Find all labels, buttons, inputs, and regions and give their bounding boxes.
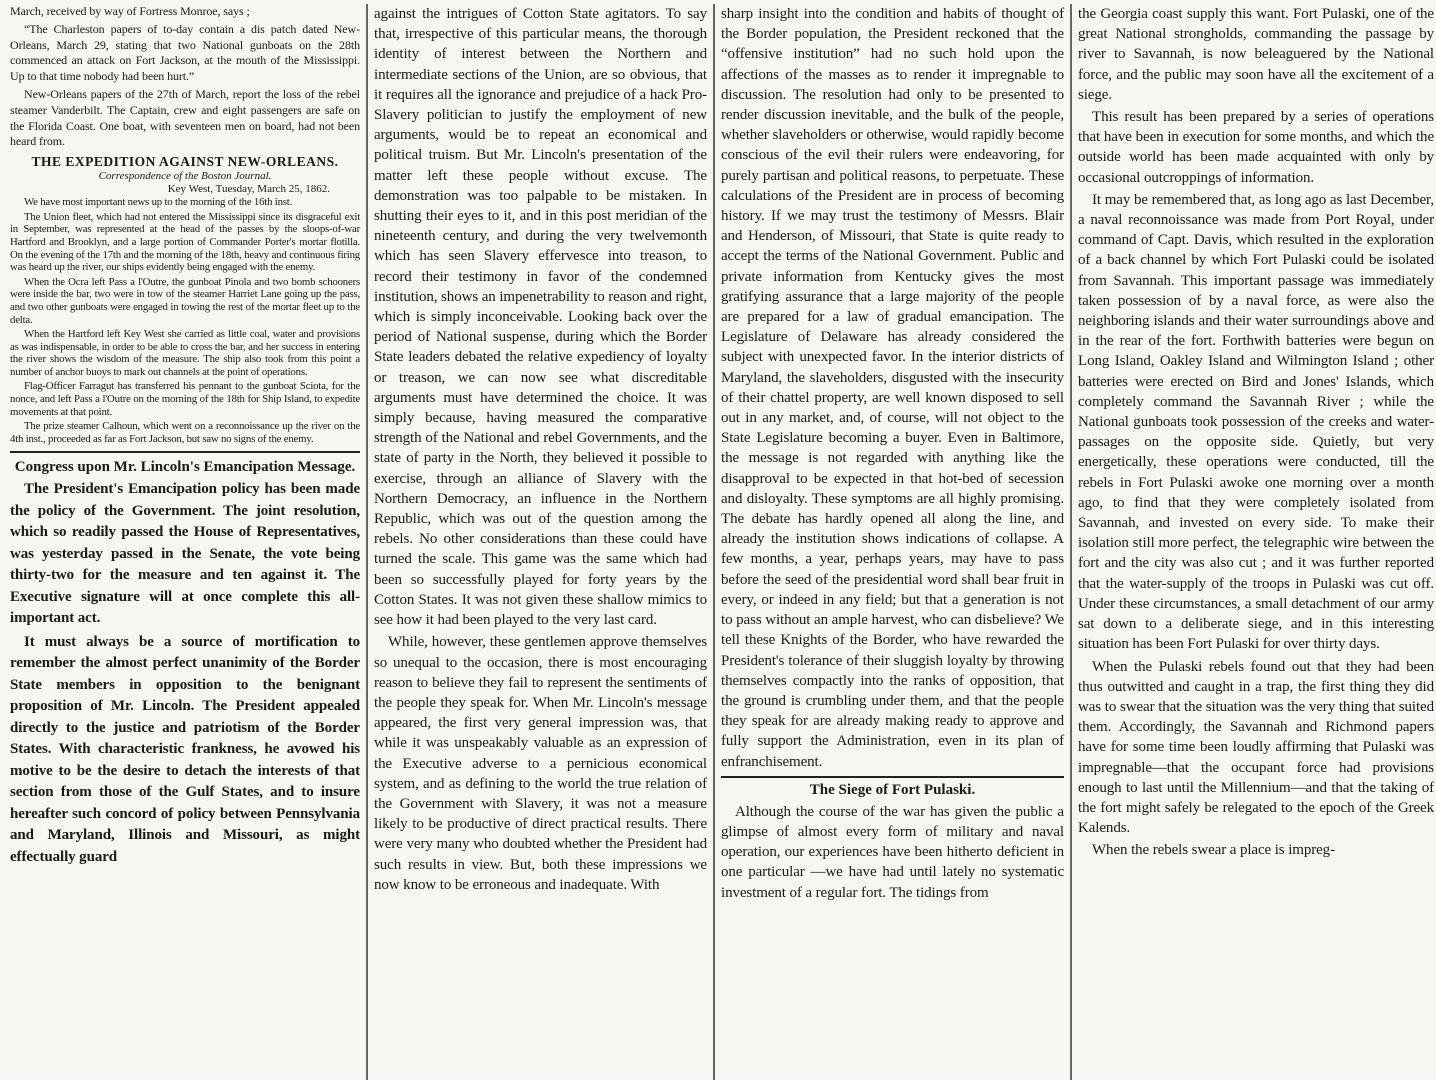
article-paragraph: against the intrigues of Cotton State agitators. To say that, irrespective of this particular means, the thorough identity of interest between the Northern and intermediate sections of the Union, are so obvious, that it requires all the ignorance and prejudice of a hack Pro-Slavery politician to justify the employment of new arguments, would be to repeat an economical and political truism. But Mr. Lincoln's presentation of the matter left these people without excuse. The demonstration was too palpable to be mistaken. In shutting their eyes to it, and in this post meridian of the nineteenth century, and during the very twelvemonth which has seen Slavery effervesce into treason, to record their testimony in favor of the condemned institution, shows an impenetrability to reason and right, which is simply inconceivable. Looking back over the period of National suspense, during which the Border State leaders debated the relative expediency of loyalty or treason, we can now see what discreditable arguments must have determined the choice. It was simply because, having measured the comparative strength of the National and rebel Governments, and the state of party in the North, they believed it possible to exercise, through an alliance of Slavery with the Northern Democracy, an influence in the Northern Republic, which was out of the question among the rebels. No other considerations than these could have turned the scale. This game was the same which had been so successfully played for forty years by the Cotton States. It was not given these shallow mimics to see how it had been played to the very last card.	[374, 6, 707, 629]
dateline: Key West, Tuesday, March 25, 1862.	[167, 183, 330, 196]
column-rule	[366, 4, 368, 1080]
congress-headline: Congress upon Mr. Lincoln's Emancipation Message.	[10, 451, 360, 477]
column-rule	[713, 4, 715, 1080]
congress-paragraph: It must always be a source of mortification to remember the almost perfect unanimity of the Border State members in opposition to the benignant proposition of Mr. Lincoln. The President appealed directly to the justice and patriotism of the Border States. With characteristic frankness, he avowed his motive to be the desire to detach the interests of that section from those of the Gulf States, and to insure hereafter such concord of policy between Pennsylvania and Maryland, Illinois and Missouri, as might effectually guard	[10, 633, 360, 865]
article-paragraph: sharp insight into the condition and habits of thought of the Border population, the President reckoned that the “offensive institution” had no such hold upon the affections of the masses as to render it impregnable to discussion. The resolution had only to be presented to render discussion inevitable, and the bulk of the people, whether slaveholders or otherwise, would rapidly become conscious of the evil their rulers were endeavoring, for purely partisan and political reasons, to perpetuate. These calculations of the President are in process of becoming history. If we may trust the testimony of Messrs. Blair and Henderson, of Missouri, that State is quite ready to accept the terms of the National Government. Public and private information from Kentucky gives the most gratifying assurance that a large majority of the people are prepared for a law of gradual emancipation. The Legislature of Delaware has already considered the subject with unexpected favor. In the interior districts of Maryland, the slaveholders, disgusted with the insecurity of their chattel property, are well known disposed to sell out in any market, and, of course, will not object to the State Legislature becoming a buyer. Even in Baltimore, the message is not regarded with anything like the disapproval to be expected in that hot-bed of secession and disloyalty. These symptoms are all highly promising. The debate has hardly opened all along the line, and already the institution shows indications of collapse. A few months, a year, perhaps years, may have to pass before the seed of the presidential word shall bear fruit in every, or indeed in any field; but that a generation is not to pass without an ample harvest, who can disbelieve? We tell these Knights of the Border, who have rewarded the President's tolerance of their sluggish loyalty by throwing themselves compactly into the ranks of opposition, that the ground is crumbling under them, and that the people they speak for are already making ready to approve and fully support the Administration, even in its plan of enfranchisement.	[721, 6, 1064, 770]
expedition-headline: THE EXPEDITION AGAINST NEW-ORLEANS.	[31, 154, 339, 170]
siege-paragraph: When the Pulaski rebels found out that they had been thus outwitted and caught in a trap, the first thing they did was to swear that the situation was the very thing that suited them. Accordingly, the Savannah and Richmond papers have for some time been loudly affirming that Pulaski was impregnable—that the occupant force had provisions enough to last until the Millennium—and that the taking of the fort might safely be relegated to the epoch of the Greek Kalends.	[1078, 658, 1434, 837]
charleston-quote: “The Charleston papers of to-day contain a dis patch dated New-Orleans, March 29, stating that two National gunboats on the 28th commenced an attack on Fort Jackson, at the mouth of the Mississippi. Up to that time nobody had been hurt.”	[10, 21, 360, 84]
column-1	[4, 4, 366, 1080]
expedition-paragraph: When the Hartford left Key West she carried as little coal, water and provisions as was indispensable, in order to be able to cross the bar, and her success in entering the river shows the wisdom of the measure. The ship also took from this point a number of anchor buoys to mark out channels at the point of operations.	[10, 328, 360, 378]
column-3	[715, 4, 1070, 1080]
expedition-paragraph: We have most important news up to the morning of the 16th inst.	[24, 196, 293, 209]
siege-paragraph: When the rebels swear a place is impreg-	[1092, 842, 1335, 859]
vanderbilt-paragraph: New-Orleans papers of the 27th of March, report the loss of the rebel steamer Vanderbilt. The Captain, crew and eight passengers are safe on the Florida Coast. One boat, with seventeen men on board, had not been heard from.	[10, 86, 360, 149]
intro-line: March, received by way of Fortress Monroe, says ;	[10, 4, 250, 18]
column-4	[1072, 4, 1436, 1080]
column-2	[368, 4, 713, 1080]
siege-headline: The Siege of Fort Pulaski.	[721, 776, 1064, 800]
siege-paragraph: It may be remembered that, as long ago as last December, a naval reconnoissance was made from Port Royal, under command of Capt. Davis, which resulted in the exploration of a back channel by which Fort Pulaski could be isolated from Savannah. This important passage was immediately taken possession of by a naval force, as were also the neighboring islands and their water surroundings above and in the rear of the fort. Forthwith batteries were begun on Long Island, Oakley Island and Wilmington Island ; other batteries were erected on Bird and Jones' Islands, which completely command the Savannah River ; while the National gunboats took possession of the creeks and water-passages on the opposite side. Quietly, but very energetically, these operations were conducted, till the rebels in Fort Pulaski awoke one morning over a month ago, to find that they were completely isolated from Savannah, and invested on every side. To make their isolation still more perfect, the telegraphic wire between the fort and the city was also cut ; and it was further reported that the water-supply of the troops in Pulaski was cut off. Under these circumstances, a small detachment of our army sat down to a deliberate siege, and in this interesting situation has been Fort Pulaski for over thirty days.	[1078, 191, 1434, 653]
expedition-paragraph: The Union fleet, which had not entered the Mississippi since its disgraceful exit in September, was represented at the head of the passes by the sloops-of-war Hartford and Brooklyn, and a large portion of Commander Porter's mortar flotilla. On the evening of the 17th and the morning of the 18th, heavy and continuous firing was heard up the river, our ships evidently being engaged with the enemy.	[10, 210, 360, 274]
congress-paragraph: The President's Emancipation policy has been made the policy of the Government. The joint resolution, which so readily passed the House of Representatives, was yesterday passed in the Senate, the vote being thirty-two for the measure and ten against it. The Executive signature will at once complete this all-important act.	[10, 481, 360, 627]
expedition-paragraph: When the Ocra left Pass a l'Outre, the gunboat Pinola and two bomb schooners were inside the bar, two were in tow of the steamer Harriet Lane going up the pass, and two other gunboats were engaged in towing the rest of the mortar fleet up to the delta.	[10, 275, 360, 326]
siege-paragraph: This result has been prepared by a series of operations that have been in execution for some months, and which the outside world has been made acquainted with only by occasional outcroppings of information.	[1078, 109, 1434, 186]
expedition-paragraph: The prize steamer Calhoun, which went on a reconnoissance up the river on the 4th inst., proceeded as far as Fort Jackson, but saw no signs of the enemy.	[10, 420, 360, 445]
column-rule	[1070, 4, 1072, 1080]
siege-paragraph: the Georgia coast supply this want. Fort Pulaski, one of the great National strongholds, commanding the passage by river to Savannah, is now beleaguered by the National force, and the public may soon have all the excitement of a siege.	[1078, 6, 1434, 103]
expedition-paragraph: Flag-Officer Farragut has transferred his pennant to the gunboat Sciota, for the nonce, and left Pass a l'Outre on the morning of the 18th for Ship Island, to expedite movements at that point.	[10, 380, 360, 418]
article-paragraph: While, however, these gentlemen approve themselves so unequal to the occasion, there is most encouraging reason to believe they fail to represent the sentiments of the people they speak for. When Mr. Lincoln's message appeared, the first very general impression was, that while it was unspeakably valuable as an expression of the Executive adverse to a pernicious economical system, and as defining to the world the true relation of the Government with Slavery, it was not a measure likely to be productive of direct practical results. There were very many who doubted whether the President had such results in view. But, both these impressions we now know to be erroneous and inadequate. With	[374, 634, 707, 893]
correspondence-line: Correspondence of the Boston Journal.	[98, 170, 272, 183]
siege-paragraph: Although the course of the war has given the public a glimpse of almost every form of military and naval operation, our experiences have been hitherto deficient in one particular —we have had until lately no systematic investment of a regular fort. The tidings from	[721, 803, 1064, 901]
